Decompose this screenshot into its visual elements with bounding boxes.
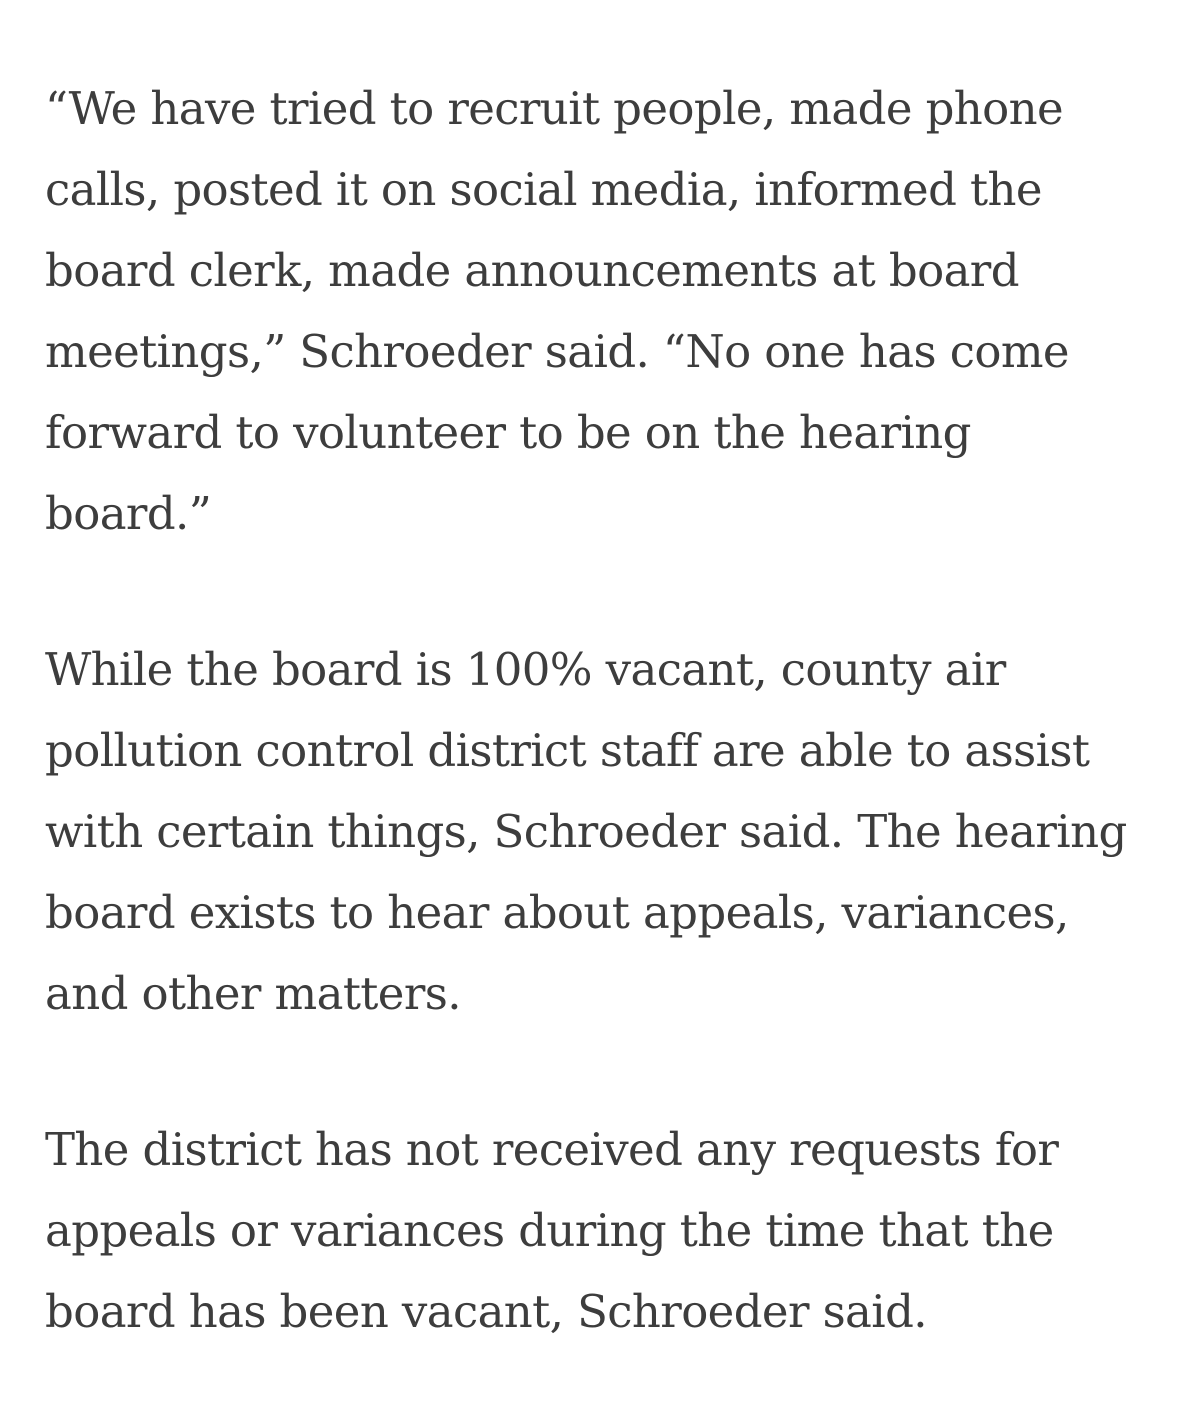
paragraph-requests (45, 1109, 1145, 1352)
paragraph-line: board.” (45, 487, 212, 540)
paragraph-line: The district has not received any requests for (45, 1123, 1059, 1176)
paragraph-line: and other matters. (45, 967, 461, 1020)
paragraph-line: While the board is 100% vacant, county air (45, 643, 1006, 696)
paragraph-line: appeals or variances during the time that the (45, 1204, 1054, 1257)
paragraph-line: meetings,” Schroeder said. “No one has come (45, 325, 1069, 378)
paragraph-line: board clerk, made announcements at board (45, 244, 1019, 297)
paragraph-vacancy (45, 629, 1145, 1034)
paragraph-line: board has been vacant, Schroeder said. (45, 1285, 927, 1338)
paragraph-line: board exists to hear about appeals, variances, (45, 886, 1069, 939)
paragraph-line: pollution control district staff are able to assist (45, 724, 1090, 777)
paragraph-line: “We have tried to recruit people, made phone (45, 82, 1064, 135)
paragraph-line: calls, posted it on social media, informed the (45, 163, 1042, 216)
paragraph-line: with certain things, Schroeder said. The hearing (45, 805, 1127, 858)
paragraph-line: forward to volunteer to be on the hearing (45, 406, 971, 459)
article-body (45, 68, 1145, 1352)
paragraph-quote (45, 68, 1145, 554)
